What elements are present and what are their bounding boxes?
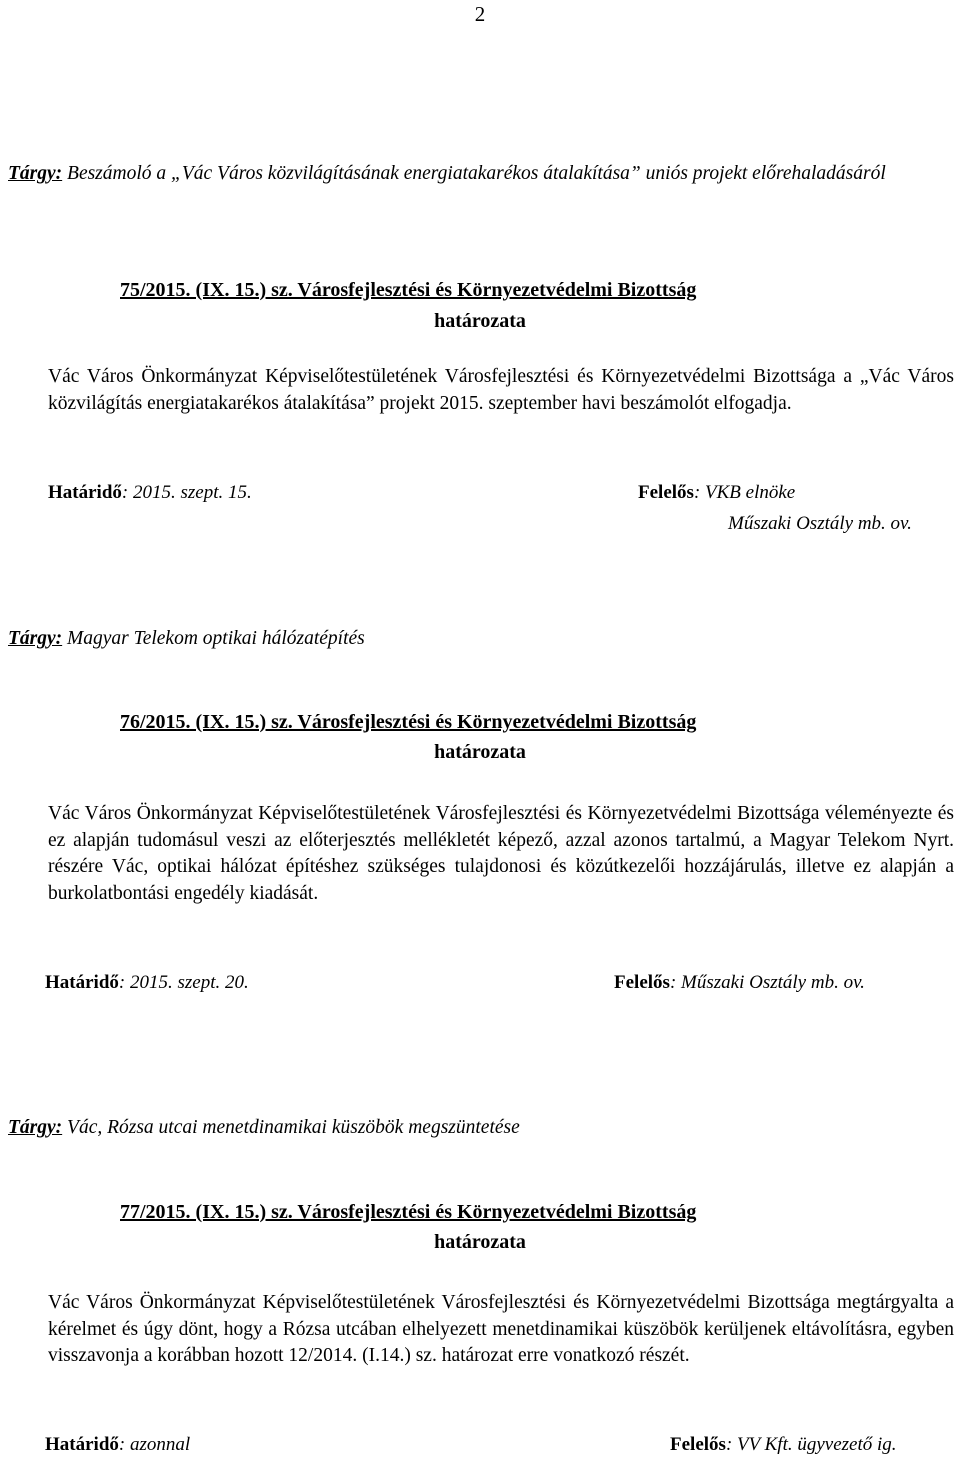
resolution-number: 77/2015. (IX. 15.) sz. Városfejlesztési és Környezetvédelmi Bizottság [120, 1201, 697, 1223]
deadline-label: Határidő [48, 482, 122, 503]
resolution-word: határozata [434, 310, 526, 332]
deadline-value: : 2015. szept. 20. [118, 972, 249, 993]
responsible-label: Felelős [638, 482, 694, 503]
subject-2 [8, 625, 365, 652]
subject-label: Tárgy: [8, 163, 63, 184]
resolution-number: 75/2015. (IX. 15.) sz. Városfejlesztési és Környezetvédelmi Bizottság [120, 279, 697, 301]
subject-text: Vác, Rózsa utcai menetdinamikai küszöbök megszüntetése [67, 1117, 520, 1138]
deadline-label: Határidő [45, 1434, 119, 1455]
responsible-value: : Műszaki Osztály mb. ov. [669, 972, 865, 993]
deadline [45, 1432, 190, 1458]
deadline-value: : 2015. szept. 15. [121, 482, 252, 503]
responsible [638, 480, 795, 506]
deadline [45, 970, 249, 996]
responsible-value: : VV Kft. ügyvezető ig. [725, 1434, 897, 1455]
resolution-body: Vác Város Önkormányzat Képviselőtestületének Városfejlesztési és Környezetvédelmi Bizottsága megtárgyalta a kérelmet és úgy dönt, hogy a Rózsa utcában elhelyezett menetdinamikai küszöbök kerüljenek eltávolításra, egyben visszavonja a korábban hozott 12/2014. (I.14.) sz. határozat erre vonatkozó részét. [48, 1292, 954, 1366]
responsible-secondary [728, 511, 912, 537]
subject-label: Tárgy: [8, 628, 63, 649]
deadline-value: : azonnal [118, 1434, 191, 1455]
responsible-label: Felelős [614, 972, 670, 993]
subject-3 [8, 1114, 520, 1141]
page-number: 2 [474, 2, 486, 26]
subject-text: Magyar Telekom optikai hálózatépítés [67, 628, 365, 649]
deadline [48, 480, 252, 506]
responsible [614, 970, 865, 996]
responsible-value: : VKB elnöke [693, 482, 796, 503]
subject-text: Beszámoló a „Vác Város közvilágításának energiatakarékos átalakítása” uniós projekt előrehaladásáról [67, 163, 886, 184]
resolution-word: határozata [434, 1231, 526, 1253]
resolution-number: 76/2015. (IX. 15.) sz. Városfejlesztési és Környezetvédelmi Bizottság [120, 711, 697, 733]
subject-1 [8, 160, 954, 187]
deadline-label: Határidő [45, 972, 119, 993]
subject-label: Tárgy: [8, 1117, 63, 1138]
resolution-body: Vác Város Önkormányzat Képviselőtestületének Városfejlesztési és Környezetvédelmi Bizottsága a „Vác Város közvilágítás energiatakarékos átalakítása” projekt 2015. szeptember havi beszámolót elfogadja. [48, 366, 954, 414]
resolution-body: Vác Város Önkormányzat Képviselőtestületének Városfejlesztési és Környezetvédelmi Bizottsága véleményezte és ez alapján tudomásul veszi az előterjesztés mellékletét képező, azzal azonos tartalmú, a Magyar Telekom Nyrt. részére Vác, optikai hálózat építéshez szükséges tulajdonosi és közútkezelői hozzájárulás, illetve ez alapján a burkolatbontási engedély kiadását. [48, 803, 954, 904]
responsible-label: Felelős [670, 1434, 726, 1455]
responsible [670, 1432, 897, 1458]
resolution-word: határozata [434, 741, 526, 763]
responsible-value-2: Műszaki Osztály mb. ov. [728, 513, 912, 534]
